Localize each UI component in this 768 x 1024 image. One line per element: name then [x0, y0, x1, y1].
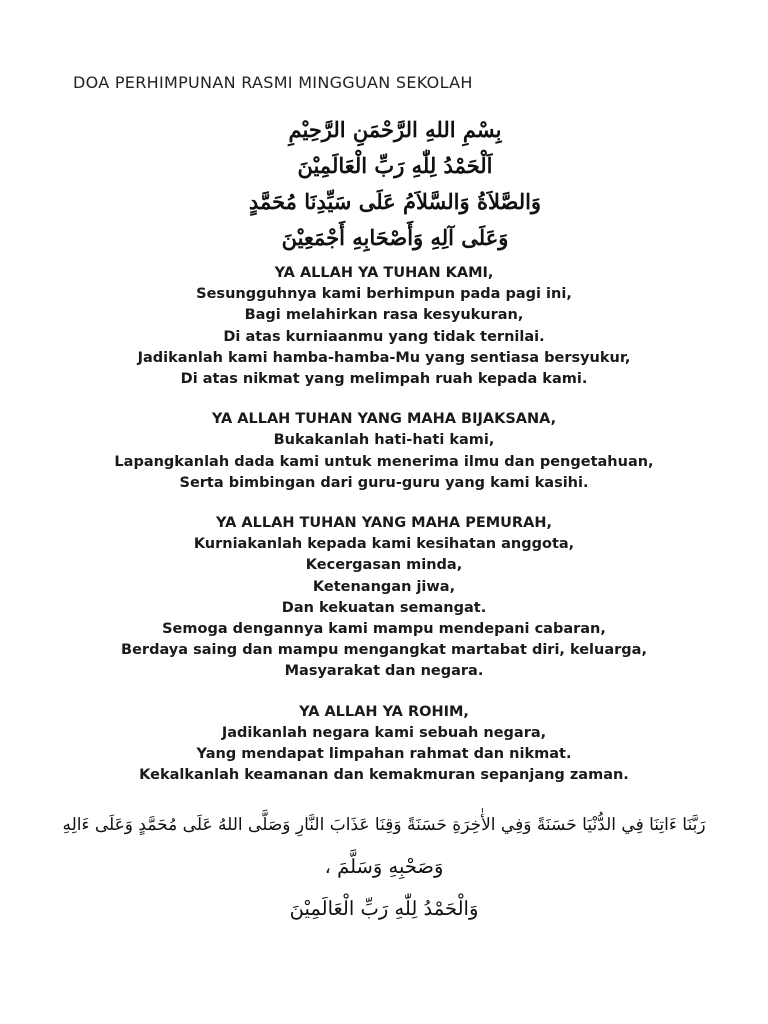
arabic-opening-line: وَعَلَى آلِهِ وَأَصْحَابِهِ أَجْمَعِيْنَ	[281, 225, 509, 250]
prayer-body	[40, 263, 728, 805]
arabic-opening-line: وَالصَّلاَةُ وَالسَّلاَمُ عَلَى سَيِّدِنَا مُحَمَّدٍ	[248, 189, 542, 214]
stanza-line: Kekalkanlah keamanan dan kemakmuran sepanjang zaman.	[139, 767, 629, 784]
stanza-line: Di atas nikmat yang melimpah ruah kepada kami.	[180, 371, 588, 388]
arabic-opening-verses	[180, 112, 610, 256]
prayer-stanza	[40, 263, 728, 390]
stanza-line: Jadikanlah kami hamba-hamba-Mu yang sentiasa bersyukur,	[137, 349, 631, 366]
arabic-opening-line: اَلْحَمْدُ لِلّٰهِ رَبِّ الْعَالَمِيْنَ	[297, 153, 493, 178]
stanza-line: Kecergasan minda,	[305, 557, 463, 574]
stanza-heading: YA ALLAH YA TUHAN KAMI,	[274, 265, 494, 281]
stanza-heading: YA ALLAH YA ROHIM,	[299, 703, 469, 720]
arabic-closing-line: وَصَحْبِهِ وَسَلَّمَ ،	[324, 855, 444, 878]
stanza-line: Dan kekuatan semangat.	[281, 599, 487, 616]
stanza-line: Jadikanlah negara kami sebuah negara,	[221, 724, 547, 741]
stanza-line: Semoga dengannya kami mampu mendepani cabaran,	[162, 621, 606, 638]
stanza-line: Sesungguhnya kami berhimpun pada pagi ini,	[196, 286, 572, 303]
stanza-line: Bagi melahirkan rasa kesyukuran,	[244, 307, 524, 324]
stanza-heading: YA ALLAH TUHAN YANG MAHA PEMURAH,	[216, 515, 552, 532]
stanza-line: Ketenangan jiwa,	[312, 578, 456, 595]
arabic-closing-line: رَبَّنَا ءَاتِنَا فِي الدُّنْيَا حَسَنَةً وَفِي الأٰخِرَةِ حَسَنَةً وَقِنَا عَذَابَ النَّارِ وَصَلَّى اللهُ عَلَى مُحَمَّدٍ وَعَلَى ءَالِهِ	[62, 815, 706, 835]
prayer-stanza	[40, 702, 728, 787]
stanza-line: Kurniakanlah kepada kami kesihatan anggota,	[193, 536, 575, 553]
arabic-closing-verses	[60, 804, 708, 930]
stanza-line: Masyarakat dan negara.	[284, 663, 484, 680]
stanza-line: Di atas kurniaanmu yang tidak ternilai.	[223, 328, 545, 345]
stanza-line: Bukakanlah hati-hati kami,	[273, 432, 495, 449]
prayer-stanza	[40, 409, 728, 494]
stanza-line: Berdaya saing dan mampu mengangkat martabat diri, keluarga,	[121, 642, 647, 659]
arabic-opening-line: بِسْمِ اللهِ الرَّحْمَنِ الرَّحِيْمِ	[288, 117, 502, 142]
stanza-heading: YA ALLAH TUHAN YANG MAHA BIJAKSANA,	[211, 411, 557, 428]
arabic-closing-line: وَالْحَمْدُ لِلّٰهِ رَبِّ الْعَالَمِيْنَ	[289, 897, 479, 920]
document-title: DOA PERHIMPUNAN RASMI MINGGUAN SEKOLAH	[73, 73, 473, 92]
stanza-line: Serta bimbingan dari guru-guru yang kami kasihi.	[179, 474, 589, 491]
stanza-line: Lapangkanlah dada kami untuk menerima ilmu dan pengetahuan,	[114, 453, 654, 470]
stanza-line: Yang mendapat limpahan rahmat dan nikmat.	[196, 746, 572, 763]
prayer-stanza	[40, 513, 728, 683]
